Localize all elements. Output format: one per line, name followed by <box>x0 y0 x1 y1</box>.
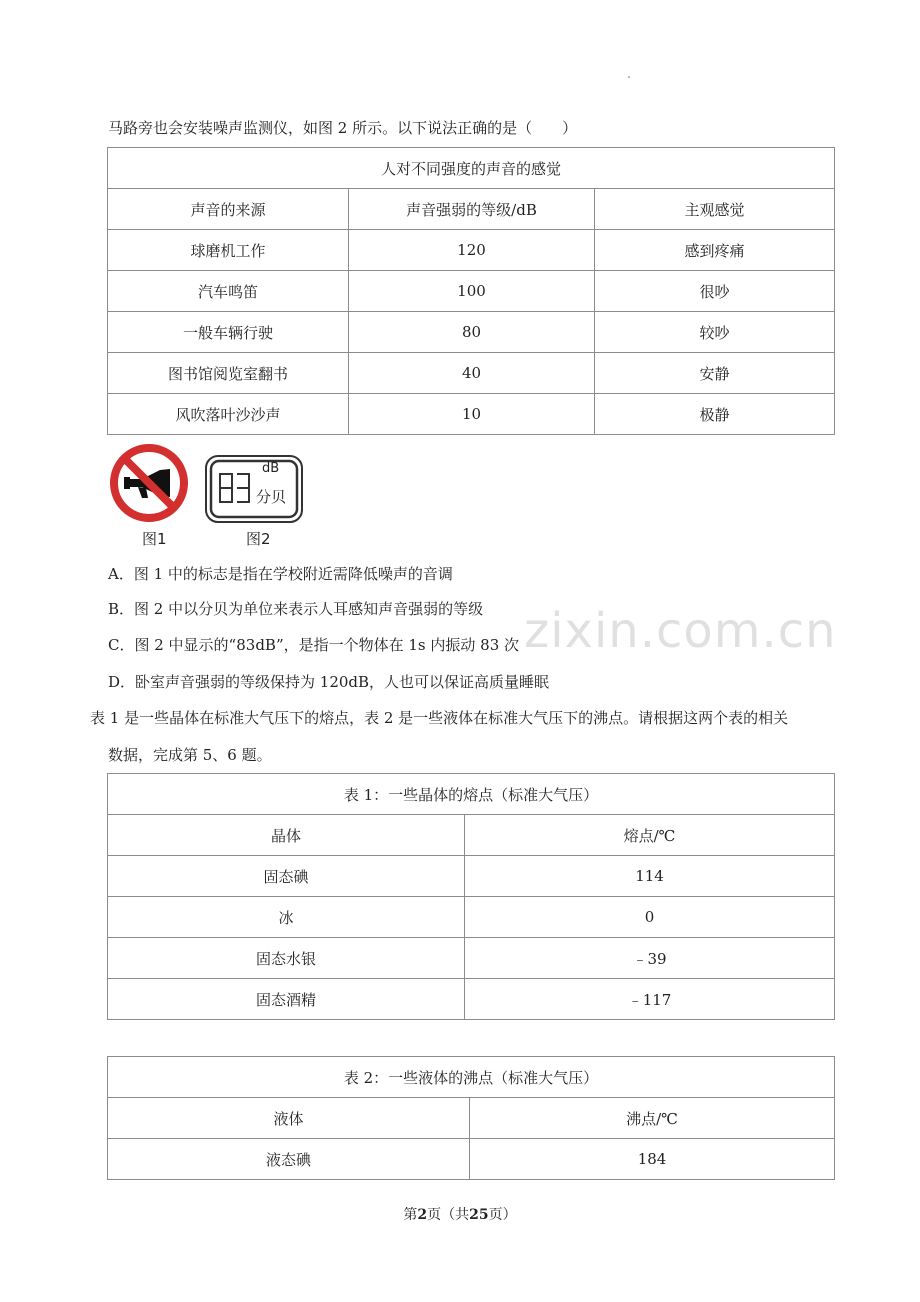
sound-intensity-table <box>107 147 835 435</box>
footer-suffix: 页） <box>488 1207 517 1223</box>
table-row <box>108 230 835 271</box>
footer-mid: 页（共 <box>427 1207 470 1223</box>
table-cell: 固态碘 <box>108 856 465 897</box>
table-cell: 120 <box>349 230 595 271</box>
table-cell: 固态酒精 <box>108 979 465 1020</box>
table-row <box>108 1139 835 1180</box>
table-row <box>108 897 835 938</box>
table-header: 声音强弱的等级/dB <box>349 189 595 230</box>
table-cell: 10 <box>349 394 595 435</box>
table-cell: 一般车辆行驶 <box>108 312 349 353</box>
table-cell: 114 <box>465 856 835 897</box>
table-title: 表 2：一些液体的沸点（标准大气压） <box>108 1057 835 1098</box>
table-title: 人对不同强度的声音的感觉 <box>108 148 835 189</box>
table-cell: 感到疼痛 <box>595 230 835 271</box>
table-cell: 安静 <box>595 353 835 394</box>
option-d: D．卧室声音强弱的等级保持为 120dB，人也可以保证高质量睡眠 <box>108 673 550 691</box>
table-cell: 汽车鸣笛 <box>108 271 349 312</box>
page-footer <box>0 1204 920 1224</box>
table-cell: 0 <box>465 897 835 938</box>
table-row <box>108 856 835 897</box>
table-cell: 图书馆阅览室翻书 <box>108 353 349 394</box>
table-cell: 固态水银 <box>108 938 465 979</box>
table-row <box>108 938 835 979</box>
table-row <box>108 979 835 1020</box>
boiling-point-table <box>107 1056 835 1180</box>
figure-2-caption: 图2 <box>246 530 271 548</box>
question-intro: 马路旁也会安装噪声监测仪，如图 2 所示。以下说法正确的是（ ） <box>108 119 578 137</box>
table-cell: 40 <box>349 353 595 394</box>
page-number: 2 <box>417 1207 428 1223</box>
table-header: 液体 <box>108 1098 470 1139</box>
option-a: A．图 1 中的标志是指在学校附近需降低噪声的音调 <box>108 565 453 583</box>
fig2-unit-label: dB <box>262 461 280 476</box>
scan-speck <box>628 76 630 78</box>
table-cell: ﹣39 <box>465 938 835 979</box>
table-cell: 较吵 <box>595 312 835 353</box>
table-title: 表 1：一些晶体的熔点（标准大气压） <box>108 774 835 815</box>
table-cell: 球磨机工作 <box>108 230 349 271</box>
fig2-unit-cn-label: 分贝 <box>256 488 287 506</box>
melting-point-table <box>107 773 835 1020</box>
table-row <box>108 271 835 312</box>
watermark: zixin.com.cn <box>524 603 837 659</box>
table-header: 晶体 <box>108 815 465 856</box>
table-cell: 风吹落叶沙沙声 <box>108 394 349 435</box>
table-header: 主观感觉 <box>595 189 835 230</box>
passage-line-1: 表 1 是一些晶体在标准大气压下的熔点，表 2 是一些液体在标准大气压下的沸点。请根据这两个表的相关 <box>90 709 789 727</box>
table-cell: 液态碘 <box>108 1139 470 1180</box>
table-cell: 很吵 <box>595 271 835 312</box>
figure-1-caption: 图1 <box>142 530 167 548</box>
table-cell: 100 <box>349 271 595 312</box>
total-pages: 25 <box>469 1207 489 1223</box>
option-b: B．图 2 中以分贝为单位来表示人耳感知声音强弱的等级 <box>108 600 484 618</box>
table-cell: 极静 <box>595 394 835 435</box>
noise-monitor-display-icon <box>204 454 304 524</box>
table-cell: 80 <box>349 312 595 353</box>
figure-1 <box>108 442 192 550</box>
option-c: C．图 2 中显示的“83dB”，是指一个物体在 1s 内振动 83 次 <box>108 636 520 654</box>
footer-prefix: 第 <box>403 1207 418 1223</box>
passage-line-2: 数据，完成第 5、6 题。 <box>108 746 272 764</box>
table-header: 熔点/℃ <box>465 815 835 856</box>
table-cell: ﹣117 <box>465 979 835 1020</box>
table-cell: 冰 <box>108 897 465 938</box>
table-header: 声音的来源 <box>108 189 349 230</box>
table-row <box>108 312 835 353</box>
table-row <box>108 353 835 394</box>
table-row <box>108 394 835 435</box>
table-cell: 184 <box>470 1139 835 1180</box>
no-horn-sign-icon <box>108 442 192 526</box>
table-header: 沸点/℃ <box>470 1098 835 1139</box>
figure-2 <box>204 454 304 550</box>
